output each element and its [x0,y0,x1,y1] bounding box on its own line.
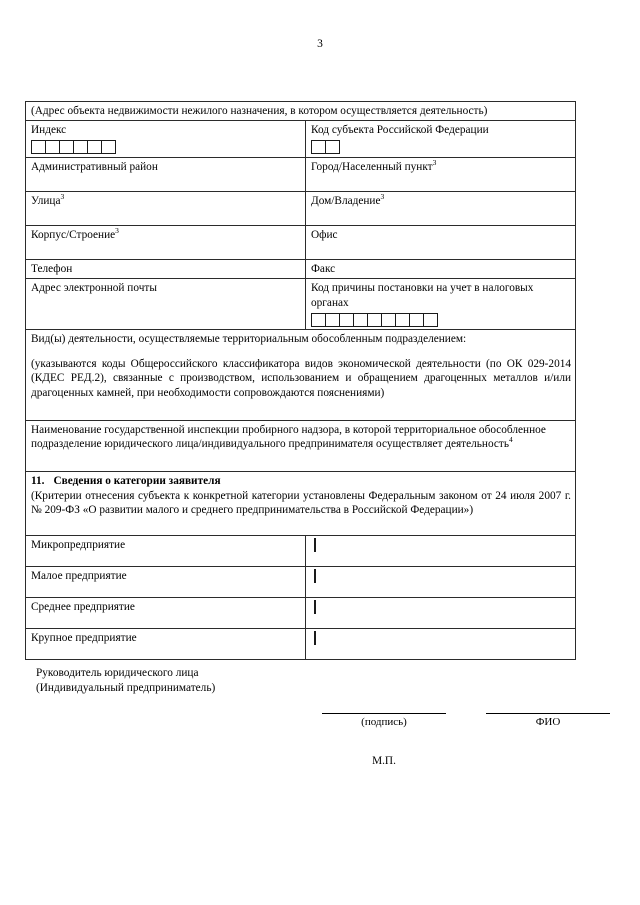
inspection-cell[interactable] [26,420,576,471]
fax-cell[interactable] [306,260,576,279]
table-row-category-large [26,628,576,659]
phone-cell[interactable] [26,260,306,279]
registration-form-table [25,101,576,660]
city-label-footnote: 3 [432,158,437,168]
signature-lines [36,689,596,767]
kpp-box[interactable] [423,313,438,327]
activity-title: Вид(ы) деятельности, осуществляемые территориальным обособленным подразделением: [31,332,467,345]
category-label-micro: Микропредприятие [26,535,306,566]
city-cell[interactable] [306,158,576,192]
kpp-box[interactable] [353,313,368,327]
checkbox-medium-enterprise[interactable] [314,600,316,614]
kpp-label: Код причины постановки на учет в налоговых органах [311,282,534,309]
subject-code-label: Код субъекта Российской Федерации [311,124,489,137]
subject-code-boxes[interactable] [311,140,571,154]
admin-district-label: Административный район [31,161,158,174]
index-box[interactable] [31,140,46,154]
kpp-box[interactable] [395,313,410,327]
table-row-building-office [26,226,576,260]
kpp-box[interactable] [325,313,340,327]
category-label-medium: Среднее предприятие [26,597,306,628]
index-box[interactable] [45,140,60,154]
office-cell[interactable] [306,226,576,260]
section-11-cell [26,471,576,535]
signature-role-line-2: (Индивидуальный предприниматель) [36,681,216,694]
admin-district-cell[interactable] [26,158,306,192]
section-11-note: (Критерии отнесения субъекта к конкретной категории установлены Федеральным законом от 24 июля 2007 г. № 209-ФЗ «О развитии малого и среднего предпринимательства в Российской Федерации») [31,490,572,517]
office-label: Офис [311,229,338,242]
kpp-cell [306,279,576,329]
address-caption-cell: (Адрес объекта недвижимости нежилого назначения, в котором осуществляется деятельность) [26,102,576,121]
table-row-category-micro [26,535,576,566]
index-cell [26,121,306,158]
fax-label: Факс [311,263,336,276]
section-11-title [31,474,571,488]
kpp-boxes[interactable] [311,313,571,327]
phone-label: Телефон [31,263,73,276]
category-checkbox-cell-large[interactable] [306,628,576,659]
subject-code-cell [306,121,576,158]
checkbox-small-enterprise[interactable] [314,569,316,583]
inspection-text: Наименование государственной инспекции пробирного надзора, в которой территориальное обособленное подразделение юридического лица/индивидуального предпринимателя осуществляет деятельность [31,423,546,451]
category-label-small: Малое предприятие [26,566,306,597]
city-label: Город/Населенный пункт [311,161,433,174]
signature-block [36,666,596,767]
house-label-footnote: 3 [380,192,385,202]
table-row-street-house [26,192,576,226]
section-11-heading: Сведения о категории заявителя [53,474,221,487]
subject-code-box[interactable] [325,140,340,154]
building-label-footnote: 3 [115,226,119,236]
table-row-category-medium [26,597,576,628]
name-caption: ФИО [535,716,561,728]
kpp-box[interactable] [311,313,326,327]
index-label: Индекс [31,124,67,137]
kpp-box[interactable] [381,313,396,327]
stamp-label: М.П. [372,755,396,767]
signature-rule [322,713,446,714]
email-cell[interactable] [26,279,306,329]
page-number: 3 [317,38,323,50]
table-row-email-kpp [26,279,576,329]
section-11-number: 11. [31,474,45,487]
index-box[interactable] [59,140,74,154]
email-label: Адрес электронной почты [31,282,157,295]
table-row-phone-fax [26,260,576,279]
table-row-section-11 [26,471,576,535]
street-cell[interactable] [26,192,306,226]
index-boxes[interactable] [31,140,301,154]
signature-role-line-1: Руководитель юридического лица [36,667,199,679]
building-cell[interactable] [26,226,306,260]
signature-caption: (подпись) [361,716,407,728]
house-label: Дом/Владение [311,195,381,208]
kpp-box[interactable] [339,313,354,327]
inspection-footnote: 4 [509,435,513,445]
category-checkbox-cell-medium[interactable] [306,597,576,628]
activity-hint: (указываются коды Общероссийского классификатора видов экономической деятельности (по ОК 029-2014 (КДЕС РЕД.2), связанные с производством, использованием и обращением драгоценных металлов и/или драгоценных камней, при необходимости сопровождаются пояснениями) [31,358,572,399]
street-label: Улица [31,195,61,208]
name-rule [486,713,610,714]
table-row-district-city [26,158,576,192]
index-box[interactable] [87,140,102,154]
checkbox-micro-enterprise[interactable] [314,538,316,552]
category-checkbox-cell-micro[interactable] [306,535,576,566]
kpp-box[interactable] [409,313,424,327]
table-row-index [26,121,576,158]
category-label-large: Крупное предприятие [26,628,306,659]
kpp-box[interactable] [367,313,382,327]
checkbox-large-enterprise[interactable] [314,631,316,645]
activity-spacer [31,346,571,357]
table-row-address-caption [26,102,576,121]
index-box[interactable] [101,140,116,154]
table-row-category-small [26,566,576,597]
subject-code-box[interactable] [311,140,326,154]
activity-cell[interactable] [26,329,576,420]
index-box[interactable] [73,140,88,154]
building-label: Корпус/Строение [31,229,116,242]
category-checkbox-cell-small[interactable] [306,566,576,597]
house-cell[interactable] [306,192,576,226]
table-row-inspection [26,420,576,471]
street-label-footnote: 3 [60,192,65,202]
table-row-activity [26,329,576,420]
